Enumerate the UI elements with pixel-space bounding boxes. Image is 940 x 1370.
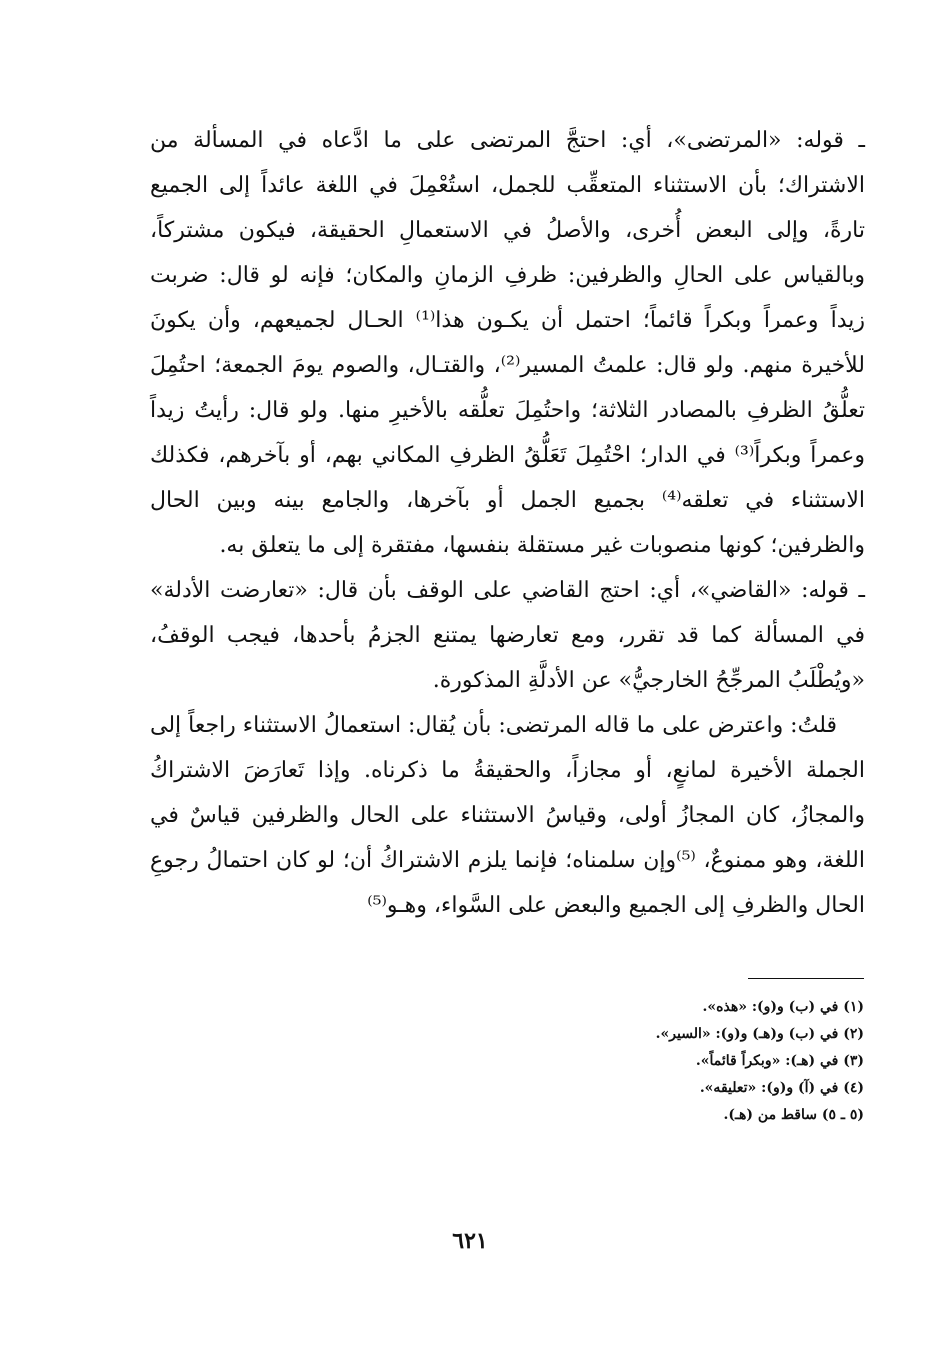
paragraph-qadi-argument: ـ قوله: «القاضي»، أي: احتج القاضي على الوقف بأن قال: «تعارضت الأدلة» في المسألة كما قد تقرر، ومع تعارضها يمتنع الجزمُ بأحدها، فيجب الوقفُ، «ويُطْلَبُ المرجِّحُ الخارجيُّ» عن الأدلَّةِ المذكورة. bbox=[150, 578, 865, 693]
footnote-5: (٥ ـ ٥) ساقط من (هـ). bbox=[723, 1107, 864, 1123]
footnotes bbox=[364, 994, 864, 1129]
footnote-separator bbox=[748, 978, 864, 979]
footnote-2: (٢) في (ب) و(هـ) و(و): «السير». bbox=[655, 1026, 864, 1042]
footnote-3: (٣) في (هـ): «وبكراً قائماً». bbox=[695, 1053, 864, 1069]
paragraph-murtada-argument: ـ قوله: «المرتضى»، أي: احتجَّ المرتضى على ما ادَّعاه في المسألة من الاشتراك؛ بأن الاستثناء المتعقِّب للجمل، استُعْمِلَ في اللغة عائداً إلى الجميع تارةً، وإلى البعض أُخرى، والأصلُ في الاستعمالِ الحقيقة، فيكون مشتركاً، وبالقياس على الحالِ والظرفين: ظرفِ الزمانِ والمكان؛ فإنه لو قال: ضربت زيداً وعمراً وبكراً قائماً؛ احتمل أن يكـون هذا⁽¹⁾ الحـال لجميعهم، وأن يكونَ للأخيرة منهم. ولو قال: علمتُ المسير⁽²⁾، والقتـال، والصوم يومَ الجمعة؛ احتُمِلَ تعلُّقُ الظرفِ بالمصادر الثلاثة؛ واحتُمِلَ تعلُّقه بالأخيرِ منها. ولو قال: رأيتُ زيداً وعمراً وبكراً⁽³⁾ في الدار؛ احْتُمِلَ تَعَلُّقُ الظرفِ المكاني بهم، أو بآخرهم، فكذلك الاستثناء في تعلقه⁽⁴⁾ بجميع الجمل أو بآخرها، والجامع بينه وبين الحال والظرفين؛ كونها منصوبات غير مستقلة بنفسها، مفتقرة إلى ما يتعلق به. bbox=[150, 128, 866, 558]
paragraph-objection: قلتُ: واعترض على ما قاله المرتضى: بأن يُقال: استعمالُ الاستثناء راجعاً إلى الجملة الأخيرة لمانعٍ، أو مجازاً، والحقيقةُ ما ذكرناه. وإذا تَعارَضَ الاشتراكُ والمجازُ، كان المجازُ أولى، وقياسُ الاستثناء على الحال والظرفين قياسٌ في اللغة، وهو ممنوعٌ، ⁽⁵⁾وإن سلمناه؛ فإنما يلزم الاشتراكُ أن؛ لو كان احتمالُ رجوعِ الحال والظرفِ إلى الجميع والبعض على السَّواء، وهـو⁽⁵⁾ bbox=[150, 713, 865, 918]
footnote-4: (٤) في (آ) و(و): «تعليقه». bbox=[699, 1080, 864, 1096]
footnote-1: (١) في (ب) و(و): «هذه». bbox=[702, 999, 864, 1015]
page-number: ٦٢١ bbox=[452, 1228, 488, 1254]
main-text-body bbox=[150, 118, 865, 928]
